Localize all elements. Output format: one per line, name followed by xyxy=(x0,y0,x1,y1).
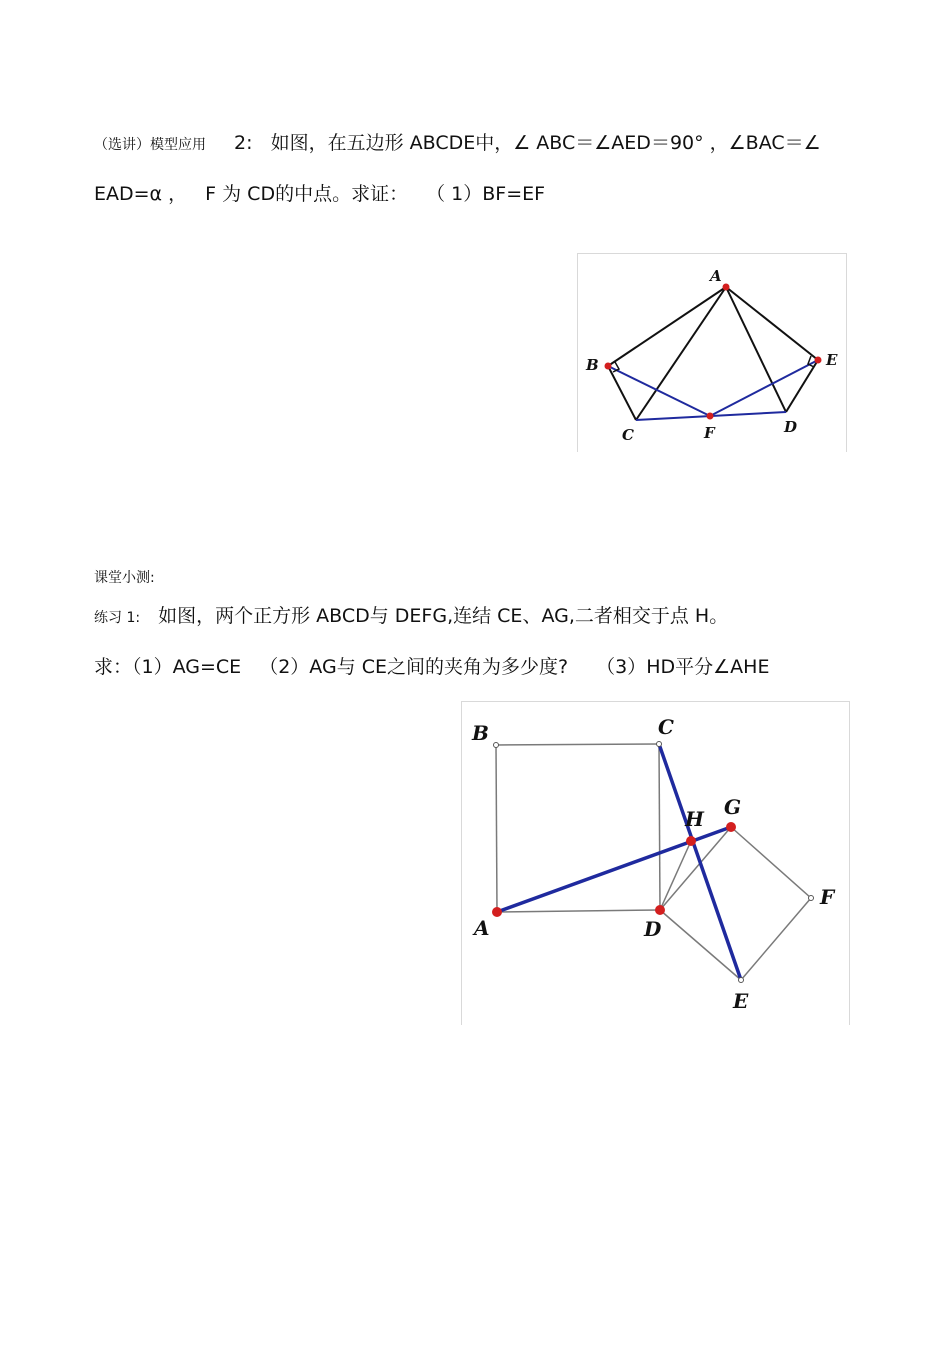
point-h xyxy=(686,836,696,846)
label-b: B xyxy=(586,356,599,374)
question-2: （2）AG与 CE之间的夹角为多少度? xyxy=(259,656,569,678)
segment-ae xyxy=(726,287,818,360)
question-3: （3）HD平分∠AHE xyxy=(596,656,770,678)
segment-bc xyxy=(496,744,659,745)
segment-fe xyxy=(741,898,811,980)
label-c: C xyxy=(622,426,634,444)
label-d: D xyxy=(644,917,662,941)
point-f xyxy=(809,896,814,901)
pentagon-svg xyxy=(578,254,846,452)
label-f: F xyxy=(820,885,835,909)
problem-text-2c: （ 1）BF=EF xyxy=(426,183,546,205)
pentagon-figure xyxy=(577,253,847,452)
quiz-heading: 课堂小测: xyxy=(94,570,155,586)
segment-ab xyxy=(608,287,726,366)
problem-line-2 xyxy=(94,182,545,206)
segment-bf xyxy=(608,366,710,416)
point-a xyxy=(492,907,502,917)
question-line xyxy=(94,655,769,679)
point-d xyxy=(655,905,665,915)
segment-ag xyxy=(497,827,731,912)
problem-number: 2: xyxy=(234,132,253,154)
point-c xyxy=(657,742,662,747)
label-e: E xyxy=(733,989,749,1013)
squares-figure xyxy=(461,701,850,1025)
label-e: E xyxy=(826,351,838,369)
label-a: A xyxy=(710,267,722,285)
label-g: G xyxy=(724,795,742,819)
segment-cd xyxy=(659,744,660,910)
point-e xyxy=(815,357,822,364)
point-f xyxy=(707,413,714,420)
segment-ad xyxy=(497,910,660,912)
label-b: B xyxy=(472,721,489,745)
point-b xyxy=(605,363,612,370)
problem-tag: （选讲）模型应用 xyxy=(94,137,206,153)
problem-line-1 xyxy=(94,131,821,157)
segment-ba xyxy=(496,745,497,912)
label-d: D xyxy=(784,418,798,436)
segment-bc xyxy=(608,366,636,420)
segment-gf xyxy=(731,827,811,898)
exercise-text: 如图，两个正方形 ABCD与 DEFG,连结 CE、AG,二者相交于点 H。 xyxy=(158,605,729,627)
exercise-label: 练习 1: xyxy=(94,610,141,626)
label-a: A xyxy=(474,916,490,940)
label-c: C xyxy=(658,715,674,739)
label-f: F xyxy=(704,424,715,442)
squares-svg xyxy=(462,702,849,1025)
problem-text-2a: EAD=α ， xyxy=(94,183,188,205)
question-1: 求：（1）AG=CE xyxy=(94,656,242,678)
label-h: H xyxy=(685,807,704,831)
segment-ac xyxy=(636,287,726,420)
point-g xyxy=(726,822,736,832)
exercise-line xyxy=(94,604,728,630)
problem-text-2b: F 为 CD的中点。求证： xyxy=(205,183,409,205)
point-a xyxy=(723,284,730,291)
point-e xyxy=(739,978,744,983)
point-b xyxy=(494,743,499,748)
problem-text-1: 如图，在五边形 ABCDE中，∠ ABC＝∠AED＝90° ，∠BAC＝∠ xyxy=(270,132,821,154)
